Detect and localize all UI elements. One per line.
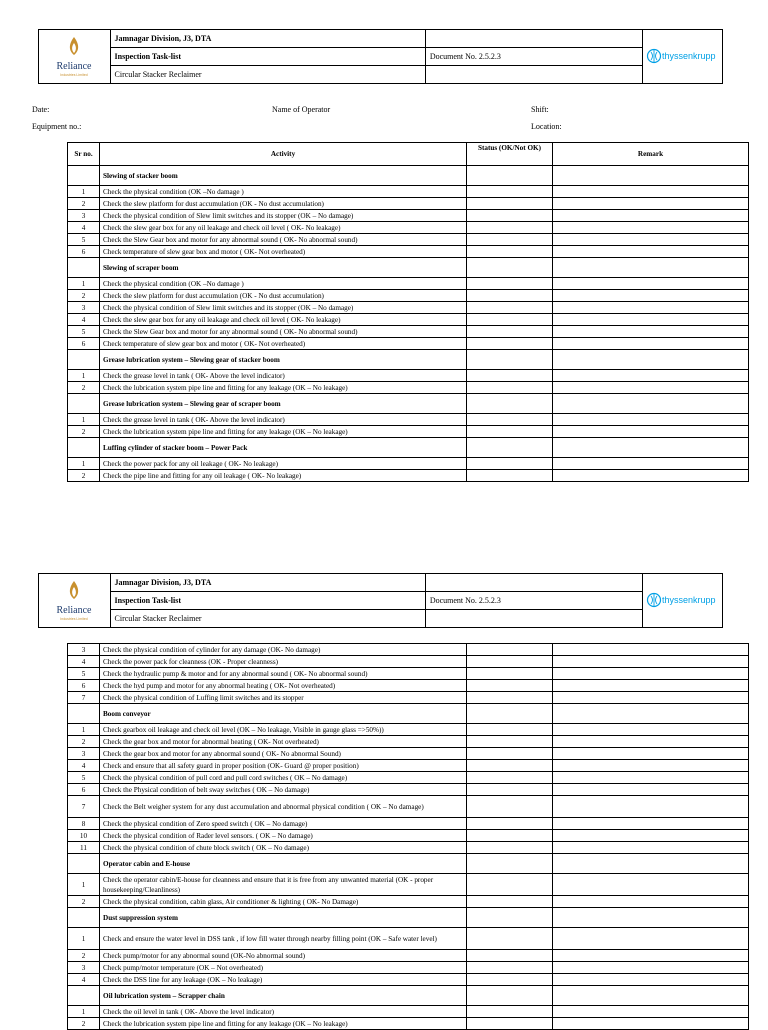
svg-text:Reliance: Reliance <box>56 604 92 616</box>
remark-cell[interactable] <box>553 896 749 908</box>
sr-no-cell: 6 <box>68 784 100 796</box>
sr-no-cell: 2 <box>68 198 100 210</box>
activity-cell: Check the slew platform for dust accumulation (OK - No dust accumulation) <box>100 290 467 302</box>
activity-cell: Check the pipe line and fitting for any oil leakage ( OK- No leakage) <box>100 470 467 482</box>
activity-cell: Check the hyd pump and motor for any abnormal heating ( OK- Not overheated) <box>100 680 467 692</box>
activity-cell: Check the slew gear box for any oil leakage and check oil level ( OK- No leakage) <box>100 222 467 234</box>
remark-cell[interactable] <box>553 222 749 234</box>
sr-no-cell: 3 <box>68 210 100 222</box>
equipment-name-cell: Circular Stacker Reclaimer <box>110 610 425 628</box>
table-row <box>68 198 749 210</box>
remark-cell[interactable] <box>553 290 749 302</box>
remark-cell[interactable] <box>553 760 749 772</box>
sr-no-cell: 3 <box>68 644 100 656</box>
table-row <box>68 370 749 382</box>
table-row <box>68 842 749 854</box>
status-cell[interactable] <box>467 818 553 830</box>
section-title: Boom conveyor <box>100 704 467 724</box>
sr-no-cell: 2 <box>68 736 100 748</box>
date-label: Date: <box>32 105 50 114</box>
sr-no-cell: 3 <box>68 302 100 314</box>
remark-cell[interactable] <box>553 370 749 382</box>
sr-no-cell: 1 <box>68 874 100 896</box>
activity-cell: Check the power pack for cleanness (OK - Proper cleanness) <box>100 656 467 668</box>
status-cell[interactable] <box>467 166 553 186</box>
status-cell[interactable] <box>467 950 553 962</box>
sr-no-cell: 1 <box>68 370 100 382</box>
table-row <box>68 210 749 222</box>
status-cell[interactable] <box>467 222 553 234</box>
remark-cell[interactable] <box>553 246 749 258</box>
sr-no-cell: 5 <box>68 326 100 338</box>
status-cell[interactable] <box>467 350 553 370</box>
status-cell[interactable] <box>467 438 553 458</box>
remark-cell[interactable] <box>553 962 749 974</box>
table-row <box>68 458 749 470</box>
table-row <box>68 796 749 818</box>
activity-cell: Check and ensure the water level in DSS tank , if low fill water through nearby filling point (OK – Safe water level) <box>100 928 467 950</box>
section-title: Grease lubrication system – Slewing gear of stacker boom <box>100 350 467 370</box>
status-header: Status (OK/Not OK) <box>467 143 553 166</box>
table-row <box>68 874 749 896</box>
remark-cell[interactable] <box>553 830 749 842</box>
remark-cell[interactable] <box>553 470 749 482</box>
remark-cell[interactable] <box>553 874 749 896</box>
table-row <box>68 382 749 394</box>
section-row <box>68 908 749 928</box>
table-row <box>68 896 749 908</box>
remark-cell[interactable] <box>553 796 749 818</box>
table-row <box>68 644 749 656</box>
table-row <box>68 668 749 680</box>
table-row <box>68 246 749 258</box>
activity-cell: Check pump/motor temperature (OK – Not overheated) <box>100 962 467 974</box>
sr-no-cell: 5 <box>68 234 100 246</box>
remark-cell[interactable] <box>553 438 749 458</box>
activity-header: Activity <box>100 143 467 166</box>
table-row <box>68 724 749 736</box>
activity-cell: Check the physical condition of chute block switch ( OK – No damage) <box>100 842 467 854</box>
remark-cell[interactable] <box>553 818 749 830</box>
equipment-name-cell: Circular Stacker Reclaimer <box>110 66 425 84</box>
sr-no-cell: 4 <box>68 974 100 986</box>
table-row <box>68 278 749 290</box>
header-table-page2 <box>38 573 723 628</box>
thyssenkrupp-logo <box>643 574 723 628</box>
activity-cell: Check the gear box and motor for any abnormal sound ( OK- No abnormal Sound) <box>100 748 467 760</box>
activity-cell: Check the physical condition of Zero speed switch ( OK – No damage) <box>100 818 467 830</box>
table-row <box>68 736 749 748</box>
sr-no-cell: 3 <box>68 962 100 974</box>
sr-no-cell: 2 <box>68 426 100 438</box>
status-cell[interactable] <box>467 772 553 784</box>
document-no-cell: Document No. 2.5.2.3 <box>425 592 643 610</box>
sr-no-cell: 6 <box>68 680 100 692</box>
activity-cell: Check the Physical condition of belt sway switches ( OK – No damage) <box>100 784 467 796</box>
table-row <box>68 962 749 974</box>
remark-cell[interactable] <box>553 382 749 394</box>
table-row <box>68 692 749 704</box>
activity-cell: Check the Slew Gear box and motor for any abnormal sound ( OK- No abnormal sound) <box>100 234 467 246</box>
remark-cell[interactable] <box>553 950 749 962</box>
section-row <box>68 258 749 278</box>
activity-cell: Check temperature of slew gear box and motor ( OK- Not overheated) <box>100 246 467 258</box>
activity-cell: Check the physical condition of Slew limit switches and its stopper (OK – No damage) <box>100 302 467 314</box>
sr-no-cell: 2 <box>68 470 100 482</box>
table-row <box>68 928 749 950</box>
status-cell[interactable] <box>467 928 553 950</box>
remark-cell[interactable] <box>553 680 749 692</box>
status-cell[interactable] <box>467 644 553 656</box>
division-cell: Jamnagar Division, J3, DTA <box>110 574 425 592</box>
status-cell[interactable] <box>467 796 553 818</box>
activity-cell: Check and ensure that all safety guard in proper position (OK- Guard @ proper position) <box>100 760 467 772</box>
sr-no-cell: 1 <box>68 724 100 736</box>
status-cell[interactable] <box>467 974 553 986</box>
sr-no-cell: 6 <box>68 338 100 350</box>
status-cell[interactable] <box>467 302 553 314</box>
sr-no-cell: 10 <box>68 830 100 842</box>
section-title: Oil lubrication system – Scrapper chain <box>100 986 467 1006</box>
table-row <box>68 656 749 668</box>
activity-cell: Check the physical condition (OK –No damage ) <box>100 186 467 198</box>
activity-cell: Check the grease level in tank ( OK- Above the level indicator) <box>100 414 467 426</box>
sr-no-cell: 3 <box>68 748 100 760</box>
section-title: Luffing cylinder of stacker boom – Power Pack <box>100 438 467 458</box>
table-row <box>68 222 749 234</box>
remark-cell[interactable] <box>553 314 749 326</box>
task-list-cell: Inspection Task-list <box>110 48 425 66</box>
activity-cell: Check gearbox oil leakage and check oil level (OK – No leakage, Visible in gauge glass =>50%)) <box>100 724 467 736</box>
sr-no-cell: 1 <box>68 458 100 470</box>
status-cell[interactable] <box>467 680 553 692</box>
section-title: Grease lubrication system – Slewing gear of scraper boom <box>100 394 467 414</box>
sr-no-cell: 5 <box>68 772 100 784</box>
remark-cell[interactable] <box>553 414 749 426</box>
table-row <box>68 290 749 302</box>
remark-cell[interactable] <box>553 350 749 370</box>
sr-no-cell: 4 <box>68 656 100 668</box>
table-row <box>68 760 749 772</box>
section-row <box>68 986 749 1006</box>
remark-cell[interactable] <box>553 302 749 314</box>
activity-cell: Check the physical condition of cylinder for any damage (OK- No damage) <box>100 644 467 656</box>
status-cell[interactable] <box>467 986 553 1006</box>
sr-no-cell: 2 <box>68 290 100 302</box>
reliance-logo <box>39 30 111 84</box>
section-title: Operator cabin and E-house <box>100 854 467 874</box>
remark-cell[interactable] <box>553 198 749 210</box>
table-row <box>68 302 749 314</box>
activity-cell: Check the lubrication system pipe line and fitting for any leakage (OK – No leakage) <box>100 1018 467 1030</box>
table-row <box>68 748 749 760</box>
section-row <box>68 394 749 414</box>
sr-no-cell: 2 <box>68 382 100 394</box>
remark-cell[interactable] <box>553 258 749 278</box>
table-row <box>68 414 749 426</box>
table-row <box>68 326 749 338</box>
operator-label: Name of Operator <box>272 105 331 114</box>
status-cell[interactable] <box>467 314 553 326</box>
sr-no-header: Sr no. <box>68 143 100 166</box>
table-row <box>68 470 749 482</box>
remark-cell[interactable] <box>553 210 749 222</box>
remark-cell[interactable] <box>553 426 749 438</box>
table-row <box>68 1006 749 1018</box>
sr-no-cell: 7 <box>68 692 100 704</box>
remark-cell[interactable] <box>553 772 749 784</box>
svg-text:Industries Limited: Industries Limited <box>60 616 88 621</box>
remark-cell[interactable] <box>553 724 749 736</box>
reliance-logo <box>39 574 111 628</box>
remark-cell[interactable] <box>553 748 749 760</box>
svg-text:Reliance: Reliance <box>56 60 92 72</box>
document-no-cell: Document No. 2.5.2.3 <box>425 48 643 66</box>
svg-text:Industries Limited: Industries Limited <box>60 72 88 77</box>
activity-cell: Check the oil level in tank ( OK- Above the level indicator) <box>100 1006 467 1018</box>
status-cell[interactable] <box>467 326 553 338</box>
status-cell[interactable] <box>467 736 553 748</box>
activity-cell: Check the hydraulic pump & motor and for any abnormal sound ( OK- No abnormal sound) <box>100 668 467 680</box>
remark-cell[interactable] <box>553 186 749 198</box>
status-cell[interactable] <box>467 370 553 382</box>
reliance-flame-icon <box>44 577 104 623</box>
remark-cell[interactable] <box>553 1006 749 1018</box>
activity-cell: Check the physical condition (OK –No damage ) <box>100 278 467 290</box>
activity-cell: Check the physical condition of Rader level sensors. ( OK – No damage) <box>100 830 467 842</box>
status-cell[interactable] <box>467 338 553 350</box>
status-cell[interactable] <box>467 842 553 854</box>
section-row <box>68 854 749 874</box>
status-cell[interactable] <box>467 784 553 796</box>
sr-no-cell: 4 <box>68 222 100 234</box>
remark-cell[interactable] <box>553 458 749 470</box>
remark-cell[interactable] <box>553 908 749 928</box>
activity-cell: Check the gear box and motor for abnormal heating ( OK- Not overheated) <box>100 736 467 748</box>
activity-cell: Check the grease level in tank ( OK- Above the level indicator) <box>100 370 467 382</box>
activity-cell: Check the slew gear box for any oil leakage and check oil level ( OK- No leakage) <box>100 314 467 326</box>
status-cell[interactable] <box>467 426 553 438</box>
activity-cell: Check temperature of slew gear box and motor ( OK- Not overheated) <box>100 338 467 350</box>
activity-cell: Check the lubrication system pipe line and fitting for any leakage (OK – No leakage) <box>100 382 467 394</box>
sr-no-cell: 2 <box>68 896 100 908</box>
status-cell[interactable] <box>467 962 553 974</box>
section-title: Slewing of stacker boom <box>100 166 467 186</box>
activity-cell: Check the physical condition of pull cord and pull cord switches ( OK – No damage) <box>100 772 467 784</box>
status-cell[interactable] <box>467 290 553 302</box>
remark-cell[interactable] <box>553 166 749 186</box>
status-cell[interactable] <box>467 874 553 896</box>
status-cell[interactable] <box>467 724 553 736</box>
remark-cell[interactable] <box>553 842 749 854</box>
shift-label: Shift: <box>531 105 549 114</box>
sr-no-cell: 1 <box>68 186 100 198</box>
status-cell[interactable] <box>467 394 553 414</box>
sr-no-cell: 1 <box>68 1006 100 1018</box>
activity-cell: Check the Slew Gear box and motor for any abnormal sound ( OK- No abnormal sound) <box>100 326 467 338</box>
remark-cell[interactable] <box>553 234 749 246</box>
remark-cell[interactable] <box>553 928 749 950</box>
sr-no-cell: 11 <box>68 842 100 854</box>
table-row <box>68 186 749 198</box>
table-row <box>68 772 749 784</box>
remark-cell[interactable] <box>553 668 749 680</box>
svg-text:thyssenkrupp: thyssenkrupp <box>661 594 716 605</box>
status-cell[interactable] <box>467 854 553 874</box>
status-cell[interactable] <box>467 234 553 246</box>
table-row <box>68 314 749 326</box>
sr-no-cell: 2 <box>68 950 100 962</box>
thyssenkrupp-logo-icon <box>646 587 720 613</box>
remark-cell[interactable] <box>553 338 749 350</box>
remark-cell[interactable] <box>553 704 749 724</box>
remark-cell[interactable] <box>553 974 749 986</box>
status-cell[interactable] <box>467 760 553 772</box>
division-cell: Jamnagar Division, J3, DTA <box>110 30 425 48</box>
status-cell[interactable] <box>467 246 553 258</box>
section-row <box>68 166 749 186</box>
activity-cell: Check the DSS line for any leakage (OK – No leakage) <box>100 974 467 986</box>
status-cell[interactable] <box>467 414 553 426</box>
status-cell[interactable] <box>467 704 553 724</box>
sr-no-cell: 1 <box>68 928 100 950</box>
status-cell[interactable] <box>467 278 553 290</box>
remark-cell[interactable] <box>553 644 749 656</box>
checklist-table-page2 <box>67 643 749 1030</box>
remark-cell[interactable] <box>553 986 749 1006</box>
header-table <box>38 29 723 84</box>
thyssenkrupp-logo <box>643 30 723 84</box>
sr-no-cell: 4 <box>68 760 100 772</box>
status-cell[interactable] <box>467 458 553 470</box>
table-row <box>68 784 749 796</box>
status-cell[interactable] <box>467 210 553 222</box>
table-row <box>68 830 749 842</box>
activity-cell: Check the operator cabin/E-house for cleanness and ensure that it is free from any unwanted material (OK - proper housekeeping/Cleanliness) <box>100 874 467 896</box>
table-row <box>68 818 749 830</box>
reliance-flame-icon <box>44 33 104 79</box>
activity-cell: Check the lubrication system pipe line and fitting for any leakage (OK – No leakage) <box>100 426 467 438</box>
remark-cell[interactable] <box>553 692 749 704</box>
activity-cell: Check the slew platform for dust accumulation (OK - No dust accumulation) <box>100 198 467 210</box>
remark-cell[interactable] <box>553 278 749 290</box>
sr-no-cell: 1 <box>68 278 100 290</box>
section-row <box>68 438 749 458</box>
remark-cell[interactable] <box>553 394 749 414</box>
activity-cell: Check the physical condition of Luffing limit switches and its stopper <box>100 692 467 704</box>
status-cell[interactable] <box>467 382 553 394</box>
status-cell[interactable] <box>467 668 553 680</box>
activity-cell: Check the physical condition of Slew limit switches and its stopper (OK – No damage) <box>100 210 467 222</box>
status-cell[interactable] <box>467 1006 553 1018</box>
status-cell[interactable] <box>467 198 553 210</box>
remark-header: Remark <box>553 143 749 166</box>
status-cell[interactable] <box>467 748 553 760</box>
section-title: Slewing of scraper boom <box>100 258 467 278</box>
table-row <box>68 426 749 438</box>
equipment-no-label: Equipment no.: <box>32 122 82 131</box>
status-cell[interactable] <box>467 470 553 482</box>
activity-cell: Check the physical condition, cabin glass, Air conditioner & lighting ( OK- No Damage) <box>100 896 467 908</box>
checklist-table-page1 <box>67 142 749 482</box>
sr-no-cell: 5 <box>68 668 100 680</box>
remark-cell[interactable] <box>553 784 749 796</box>
sr-no-cell: 1 <box>68 414 100 426</box>
activity-cell: Check the Belt weigher system for any dust accumulation and abnormal physical condition ( OK – No damage) <box>100 796 467 818</box>
remark-cell[interactable] <box>553 736 749 748</box>
sr-no-cell: 6 <box>68 246 100 258</box>
status-cell[interactable] <box>467 186 553 198</box>
status-cell[interactable] <box>467 258 553 278</box>
status-cell[interactable] <box>467 830 553 842</box>
table-row <box>68 974 749 986</box>
location-label: Location: <box>531 122 562 131</box>
sr-no-cell: 2 <box>68 1018 100 1030</box>
sr-no-cell: 8 <box>68 818 100 830</box>
status-cell[interactable] <box>467 692 553 704</box>
status-cell[interactable] <box>467 908 553 928</box>
section-row <box>68 350 749 370</box>
table-row <box>68 338 749 350</box>
status-cell[interactable] <box>467 896 553 908</box>
svg-text:thyssenkrupp: thyssenkrupp <box>661 50 716 61</box>
section-title: Dust suppression system <box>100 908 467 928</box>
table-row <box>68 234 749 246</box>
sr-no-cell: 7 <box>68 796 100 818</box>
task-list-cell: Inspection Task-list <box>110 592 425 610</box>
remark-cell[interactable] <box>553 656 749 668</box>
thyssenkrupp-logo-icon <box>646 43 720 69</box>
table-row <box>68 950 749 962</box>
activity-cell: Check the power pack for any oil leakage ( OK- No leakage) <box>100 458 467 470</box>
remark-cell[interactable] <box>553 854 749 874</box>
status-cell[interactable] <box>467 656 553 668</box>
table-row <box>68 680 749 692</box>
sr-no-cell: 4 <box>68 314 100 326</box>
activity-cell: Check pump/motor for any abnormal sound (OK-No abnormal sound) <box>100 950 467 962</box>
remark-cell[interactable] <box>553 326 749 338</box>
section-row <box>68 704 749 724</box>
